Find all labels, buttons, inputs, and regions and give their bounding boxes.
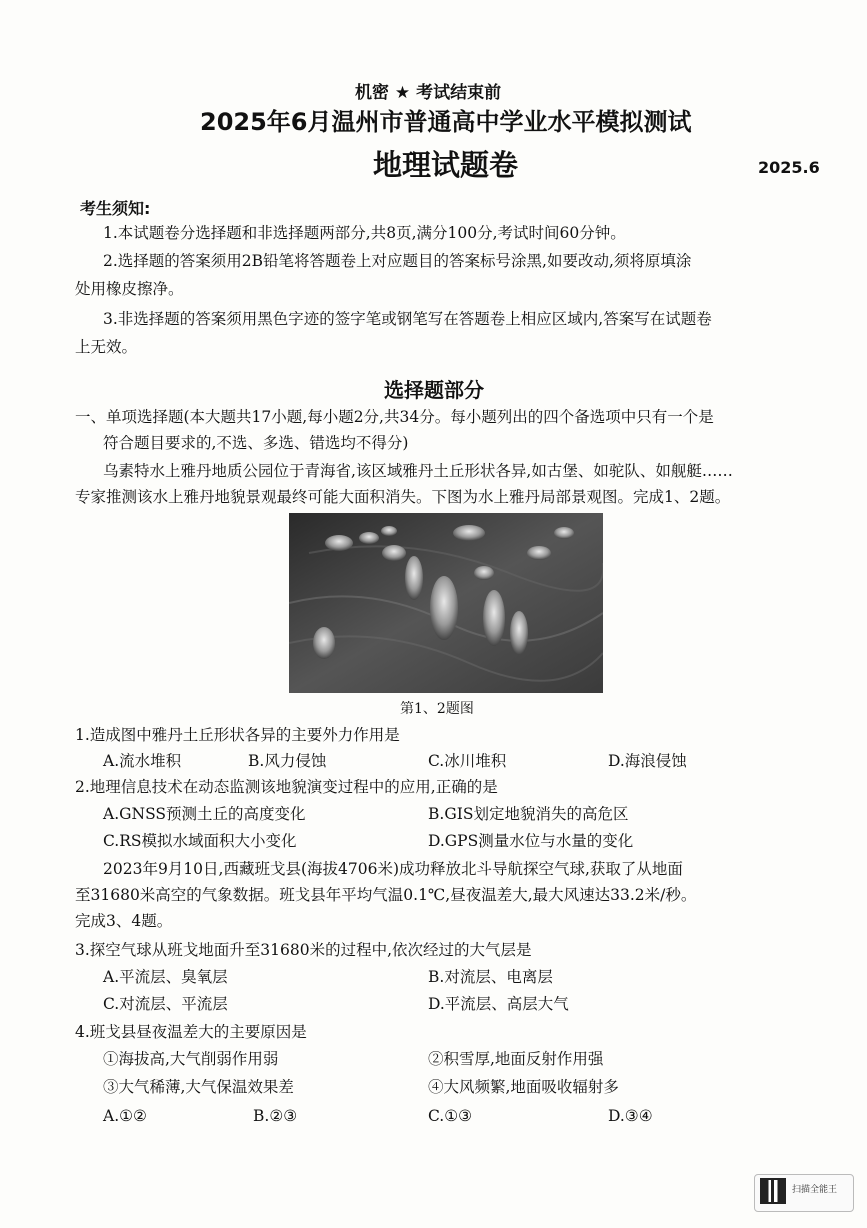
q4-option-a: A.①②	[103, 1107, 147, 1125]
section-title: 选择题部分	[384, 378, 484, 402]
notice-item-1: 1.本试题卷分选择题和非选择题两部分,共8页,满分100分,考试时间60分钟。	[103, 224, 626, 242]
q4-statement-2: ②积雪厚,地面反射作用强	[428, 1050, 604, 1068]
q3-option-a: A.平流层、臭氧层	[103, 968, 228, 986]
subject-title: 地理试题卷	[373, 148, 519, 182]
notice-item-3-line2: 上无效。	[75, 338, 138, 356]
exam-title: 2025年6月温州市普通高中学业水平模拟测试	[200, 108, 692, 136]
notice-item-3-line1: 3.非选择题的答案须用黑色字迹的签字笔或钢笔写在答题卷上相应区域内,答案写在试题卷	[103, 310, 712, 328]
q3-option-b: B.对流层、电离层	[428, 968, 553, 986]
q3-stem: 3.探空气球从班戈地面升至31680米的过程中,依次经过的大气层是	[75, 941, 532, 959]
q4-option-c: C.①③	[428, 1107, 473, 1125]
q1-option-a: A.流水堆积	[103, 752, 182, 770]
q4-option-b: B.②③	[253, 1107, 298, 1125]
figure-caption: 第1、2题图	[400, 701, 474, 717]
secret-label: 机密 ★ 考试结束前	[355, 83, 502, 103]
material2-line3: 完成3、4题。	[75, 912, 173, 930]
q1-stem: 1.造成图中雅丹土丘形状各异的主要外力作用是	[75, 726, 400, 744]
q3-option-c: C.对流层、平流层	[103, 995, 228, 1013]
notice-item-2-line1: 2.选择题的答案须用2B铅笔将答题卷上对应题目的答案标号涂黑,如要改动,须将原填涂	[103, 252, 692, 270]
part1-instructions-line1: 一、单项选择题(本大题共17小题,每小题2分,共34分。每小题列出的四个备选项中只有一个是	[75, 408, 714, 426]
part1-instructions-line2: 符合题目要求的,不选、多选、错选均不得分)	[103, 434, 409, 452]
notice-item-2-line2: 处用橡皮擦净。	[75, 280, 184, 298]
material2-line2: 至31680米高空的气象数据。班戈县年平均气温0.1℃,昼夜温差大,最大风速达33.2米/秒。	[75, 886, 697, 904]
q1-option-c: C.冰川堆积	[428, 752, 507, 770]
yardang-photo	[289, 513, 603, 693]
q2-stem: 2.地理信息技术在动态监测该地貌演变过程中的应用,正确的是	[75, 778, 498, 796]
q4-statement-3: ③大气稀薄,大气保温效果差	[103, 1078, 294, 1096]
q1-option-b: B.风力侵蚀	[248, 752, 327, 770]
q2-option-d: D.GPS测量水位与水量的变化	[428, 832, 634, 850]
material1-line2: 专家推测该水上雅丹地貌景观最终可能大面积消失。下图为水上雅丹局部景观图。完成1、2题。	[75, 488, 731, 506]
material2-line1: 2023年9月10日,西藏班戈县(海拔4706米)成功释放北斗导航探空气球,获取了从地面	[103, 860, 683, 878]
q4-option-d: D.③④	[608, 1107, 653, 1125]
q4-stem: 4.班戈县昼夜温差大的主要原因是	[75, 1023, 307, 1041]
watermark-label: 扫描全能王	[792, 1185, 838, 1195]
q3-option-d: D.平流层、高层大气	[428, 995, 569, 1013]
q2-option-b: B.GIS划定地貌消失的高危区	[428, 805, 629, 823]
q1-option-d: D.海浪侵蚀	[608, 752, 687, 770]
q2-option-c: C.RS模拟水域面积大小变化	[103, 832, 297, 850]
q2-option-a: A.GNSS预测土丘的高度变化	[103, 805, 306, 823]
q4-statement-4: ④大风频繁,地面吸收辐射多	[428, 1078, 619, 1096]
qr-code-icon	[760, 1178, 786, 1204]
notice-heading: 考生须知:	[80, 199, 151, 218]
exam-date: 2025.6	[758, 158, 820, 177]
q4-statement-1: ①海拔高,大气削弱作用弱	[103, 1050, 279, 1068]
material1-line1: 乌素特水上雅丹地质公园位于青海省,该区域雅丹土丘形状各异,如古堡、如驼队、如舰艇……	[103, 462, 733, 480]
